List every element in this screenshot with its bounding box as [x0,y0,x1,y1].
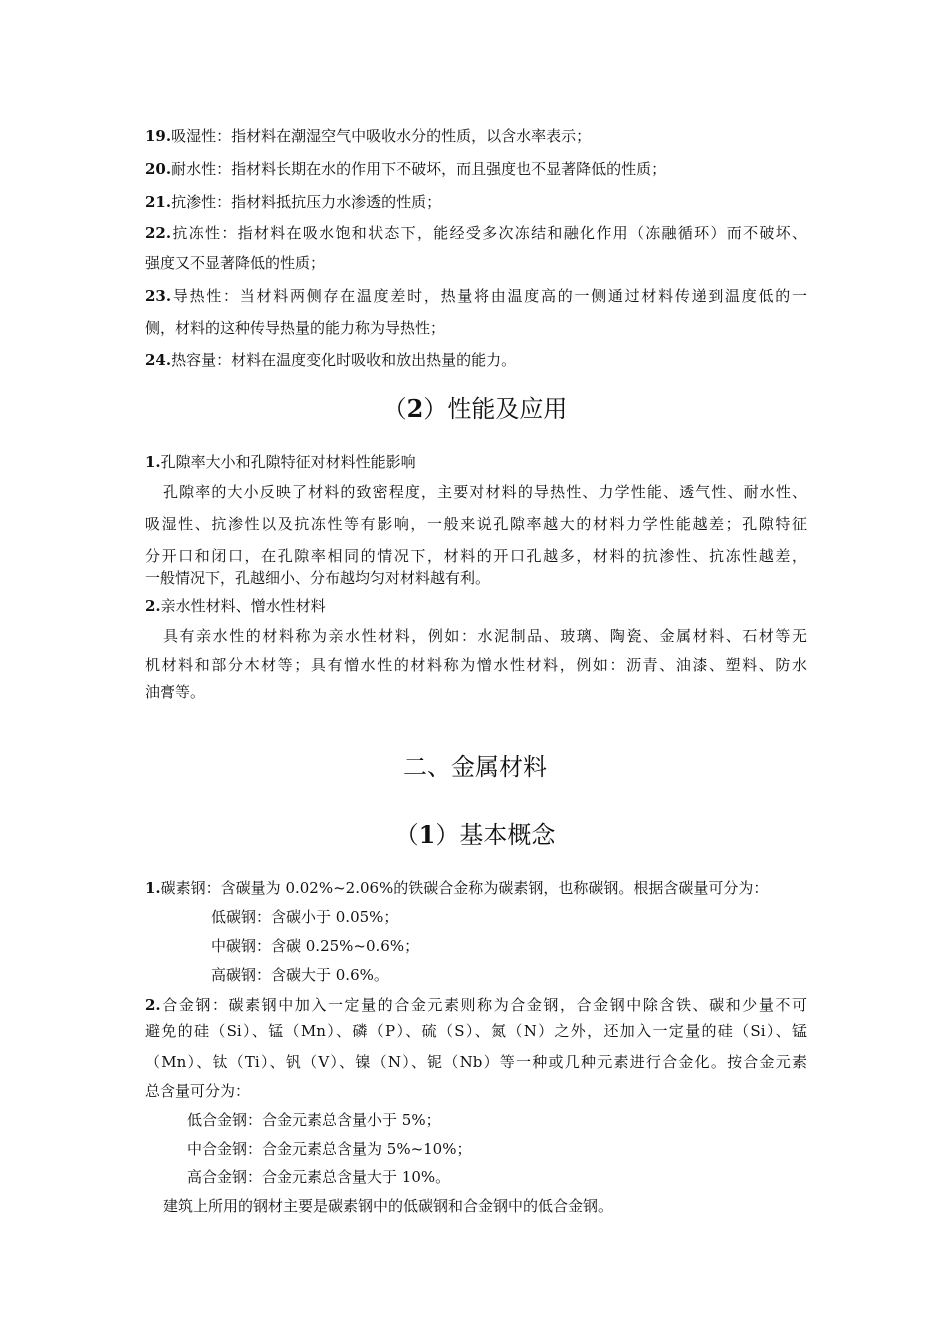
list-item: 高碳钢：含碳大于 0.6%。 [211,966,389,984]
list-item: 中碳钢：含碳 0.25%~0.6%； [211,937,420,955]
paragraph-line: 孔隙率的大小反映了材料的致密程度，主要对材料的导热性、力学性能、透气性、耐水性、 [163,483,807,501]
paragraph-line: 机材料和部分木材等；具有憎水性的材料称为憎水性材料，例如：沥青、油漆、塑料、防水 [145,656,807,674]
paragraph-line: 避免的硅（Si）、锰（Mn）、磷（P）、硫（S）、氮（N）之外，还加入一定量的硅（Si）、锰 [145,1022,807,1040]
list-item: 低合金钢：合金元素总含量小于 5%； [187,1111,441,1129]
definition-item: 23.导热性：当材料两侧存在温度差时，热量将由温度高的一侧通过材料传递到温度低的一 [145,287,807,305]
definition-item: 2.合金钢：碳素钢中加入一定量的合金元素则称为合金钢，合金钢中除含铁、碳和少量不可 [145,996,807,1014]
summary-sentence: 建筑上所用的钢材主要是碳素钢中的低碳钢和合金钢中的低合金钢。 [163,1197,614,1215]
paragraph-line: 总含量可分为： [145,1082,251,1100]
definition-item: 19.吸湿性：指材料在潮湿空气中吸收水分的性质，以含水率表示； [145,127,592,145]
definition-item: 20.耐水性：指材料长期在水的作用下不破坏，而且强度也不显著降低的性质； [145,160,667,178]
paragraph-line: 一般情况下，孔越细小、分布越均匀对材料越有利。 [145,569,491,587]
definition-item: 21.抗渗性：指材料抵抗压力水渗透的性质； [145,193,442,211]
section-heading-performance: （2）性能及应用 [382,394,568,423]
subsection-title: 1.孔隙率大小和孔隙特征对材料性能影响 [145,453,416,471]
definition-item: 1.碳素钢：含碳量为 0.02%~2.06%的铁碳合金称为碳素钢，也称碳钢。根据含碳量可分为： [145,879,769,897]
section-heading-basic-concepts: （1）基本概念 [394,820,556,849]
definition-item-continuation: 强度又不显著降低的性质； [145,254,326,272]
paragraph-line: 分开口和闭口，在孔隙率相同的情况下，材料的开口孔越多，材料的抗渗性、抗冻性越差， [145,547,807,565]
subsection-title: 2.亲水性材料、憎水性材料 [145,597,326,615]
paragraph-line: 吸湿性、抗渗性以及抗冻性等有影响，一般来说孔隙率越大的材料力学性能越差；孔隙特征 [145,515,807,533]
list-item: 低碳钢：含碳小于 0.05%； [211,908,399,926]
definition-item-continuation: 侧，材料的这种传导热量的能力称为导热性； [145,319,446,337]
paragraph-line: （Mn）、钛（Ti）、钒（V）、镍（N）、铌（Nb）等一种或几种元素进行合金化。按合金元素 [145,1053,807,1071]
definition-item: 24.热容量：材料在温度变化时吸收和放出热量的能力。 [145,351,517,369]
list-item: 高合金钢：合金元素总含量大于 10%。 [187,1168,451,1186]
list-item: 中合金钢：合金元素总含量为 5%~10%； [187,1140,472,1158]
definition-item: 22.抗冻性：指材料在吸水饱和状态下，能经受多次冻结和融化作用（冻融循环）而不破坏、 [145,224,807,242]
chapter-heading: 二、金属材料 [403,753,547,781]
paragraph-line: 油膏等。 [145,683,206,701]
paragraph-line: 具有亲水性的材料称为亲水性材料，例如：水泥制品、玻璃、陶瓷、金属材料、石材等无 [163,627,807,645]
